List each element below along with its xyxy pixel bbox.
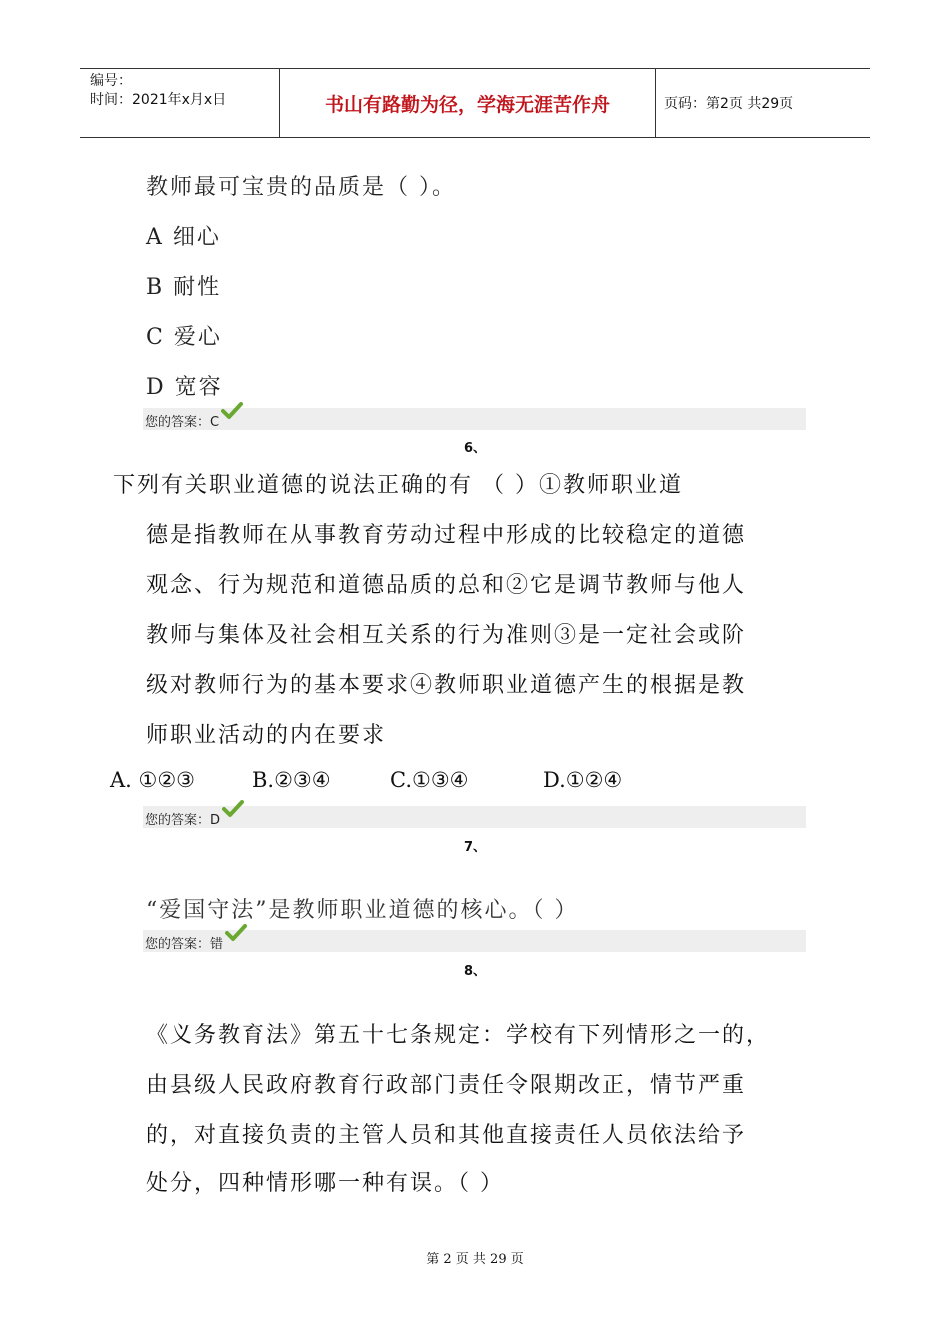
check-icon xyxy=(222,800,244,826)
q6-answer: 您的答案：D xyxy=(145,813,221,828)
q7-answer-bar xyxy=(143,930,806,952)
check-icon xyxy=(221,402,243,428)
q6-answer-bar xyxy=(143,806,806,828)
q7-stem: “爱国守法”是教师职业道德的核心。（ ） xyxy=(146,898,579,923)
header-motto: 书山有路勤为径，学海无涯苦作舟 xyxy=(280,69,656,137)
q6-line-6: 师职业活动的内在要求 xyxy=(146,723,387,748)
check-icon xyxy=(225,924,247,950)
q5-answer: 您的答案：C xyxy=(145,415,220,430)
number-label: 编号： xyxy=(90,73,132,89)
header-meta xyxy=(80,69,280,137)
q6-line-2: 德是指教师在从事教育劳动过程中形成的比较稳定的道德 xyxy=(146,523,747,548)
q6-number: 6、 xyxy=(463,441,487,456)
q6-line-5: 级对教师行为的基本要求④教师职业道德产生的根据是教 xyxy=(146,673,747,698)
q8-line-3: 的，对直接负责的主管人员和其他直接责任人员依法给予 xyxy=(146,1123,747,1148)
q7-answer: 您的答案：错 xyxy=(145,937,224,952)
q5-option-a: A 细心 xyxy=(146,225,221,250)
q8-number: 8、 xyxy=(463,964,487,979)
page-header xyxy=(80,68,870,138)
q8-line-4: 处分，四种情形哪一种有误。（ ） xyxy=(146,1171,504,1196)
page-footer: 第 2 页 共 29 页 xyxy=(426,1252,524,1267)
q5-answer-bar xyxy=(143,408,806,430)
q5-option-b: B 耐性 xyxy=(146,275,222,300)
q6-option-d: D.①②④ xyxy=(543,768,623,792)
header-page-info: 页码：第2页 共29页 xyxy=(664,96,794,112)
q6-line-4: 教师与集体及社会相互关系的行为准则③是一定社会或阶 xyxy=(146,623,747,648)
q6-option-c: C.①③④ xyxy=(390,768,469,792)
q6-option-b: B.②③④ xyxy=(252,768,331,792)
q6-line-3: 观念、行为规范和道德品质的总和②它是调节教师与他人 xyxy=(146,573,747,598)
q5-stem: 教师最可宝贵的品质是（ ）。 xyxy=(146,175,456,200)
q8-line-1: 《义务教育法》第五十七条规定：学校有下列情形之一的， xyxy=(146,1023,771,1048)
q6-option-a: A. ①②③ xyxy=(110,768,195,792)
q6-line-1: 下列有关职业道德的说法正确的有 （ ）①教师职业道 xyxy=(113,473,683,498)
q5-option-c: C 爱心 xyxy=(146,325,222,350)
q7-number: 7、 xyxy=(463,840,487,855)
q5-option-d: D 宽容 xyxy=(146,375,223,400)
q8-line-2: 由县级人民政府教育行政部门责任令限期改正，情节严重 xyxy=(146,1073,747,1098)
time-label: 时间：2021年x月x日 xyxy=(90,92,227,108)
